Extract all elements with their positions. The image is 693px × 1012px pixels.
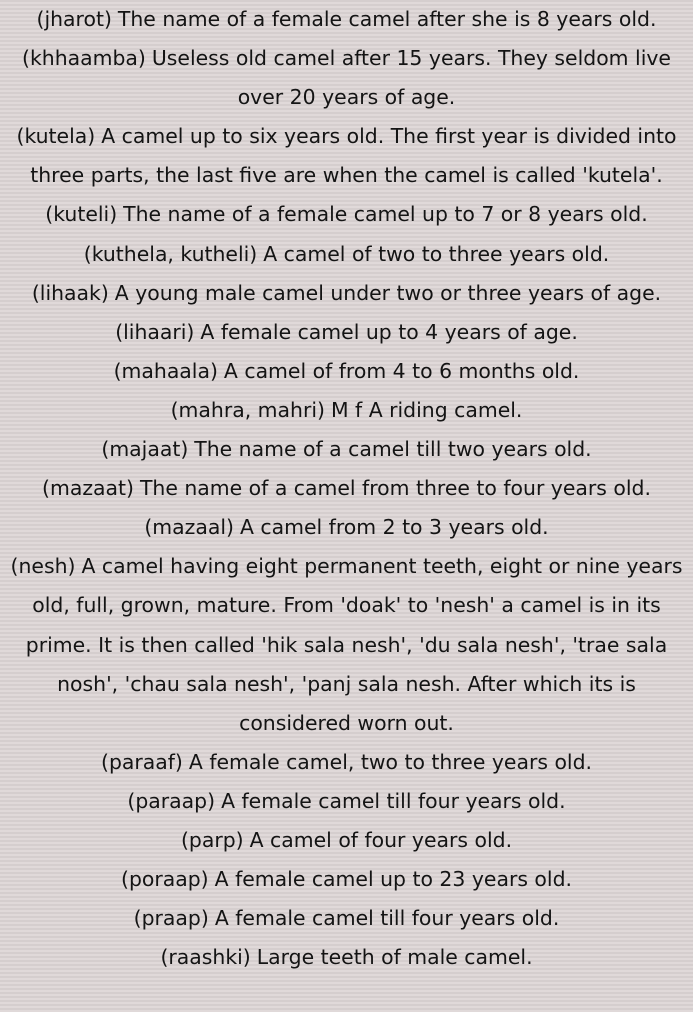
entry-nesh	[0, 547, 693, 742]
entry-definition: Large teeth of male camel.	[256, 945, 533, 970]
entry-term: (paraap)	[127, 788, 216, 813]
entry-paraaf	[0, 743, 693, 782]
entry-term: (lihaak)	[31, 280, 109, 305]
entry-term: (praap)	[133, 906, 209, 931]
entry-jharot	[0, 0, 693, 39]
entry-definition: The name of a female camel up to 7 or 8 years old.	[123, 202, 648, 227]
entry-definition: A camel of from 4 to 6 months old.	[223, 358, 580, 383]
entry-term: (nesh)	[10, 554, 76, 579]
entry-mazaat	[0, 469, 693, 508]
entry-definition: The name of a camel from three to four years old.	[139, 476, 651, 501]
entry-definition: M f A riding camel.	[330, 397, 523, 422]
entry-definition: A female camel up to 23 years old.	[214, 867, 572, 892]
entry-term: (mazaat)	[42, 476, 134, 501]
entry-term: (mahaala)	[113, 358, 218, 383]
entry-term: (majaat)	[101, 437, 189, 462]
entry-term: (mazaal)	[144, 515, 234, 540]
entry-mahaala	[0, 352, 693, 391]
entry-term: (khhaamba)	[22, 46, 146, 71]
entry-definition: The name of a female camel after she is 8 years old.	[117, 7, 657, 31]
entry-definition: Useless old camel after 15 years. They seldom live over 20 years of age.	[151, 46, 671, 110]
entry-term: (poraap)	[120, 867, 209, 892]
entry-definition: A camel from 2 to 3 years old.	[239, 515, 549, 540]
entry-definition: A camel having eight permanent teeth, eight or nine years old, full, grown, mature. From 'doak' to 'nesh' a camel is in its prime. It is then called 'hik sala nesh', 'du sala nesh', 'trae sala nosh', 'chau sala nesh', 'panj sala nesh. After which its is considered worn out.	[25, 554, 683, 735]
entry-definition: A camel of two to three years old.	[263, 241, 610, 266]
entry-majaat	[0, 430, 693, 469]
entry-lihaari	[0, 313, 693, 352]
entry-definition: A camel up to six years old. The first year is divided into three parts, the last five are when the camel is called 'kutela'.	[30, 124, 677, 188]
entry-term: (kutela)	[16, 124, 96, 149]
entry-kuteli	[0, 195, 693, 234]
entry-term: (kuthela, kutheli)	[83, 241, 258, 266]
entry-lihaak	[0, 274, 693, 313]
entry-definition: The name of a camel till two years old.	[194, 437, 592, 462]
entry-term: (jharot)	[36, 7, 112, 31]
entry-term: (paraaf)	[100, 749, 183, 774]
entry-definition: A female camel till four years old.	[214, 906, 560, 931]
entry-kutela	[0, 117, 693, 195]
entry-term: (mahra, mahri)	[170, 397, 325, 422]
entry-definition: A camel of four years old.	[249, 827, 513, 852]
entry-raashki	[0, 938, 693, 977]
entry-khhaamba	[0, 39, 693, 117]
entry-definition: A female camel up to 4 years of age.	[200, 319, 578, 344]
entry-term: (kuteli)	[45, 202, 118, 227]
entry-definition: A female camel till four years old.	[221, 788, 566, 813]
entry-definition: A young male camel under two or three years of age.	[114, 280, 662, 305]
entry-definition: A female camel, two to three years old.	[188, 749, 593, 774]
entry-term: (raashki)	[160, 945, 251, 970]
entry-parp	[0, 821, 693, 860]
entry-praap	[0, 899, 693, 938]
entry-term: (lihaari)	[115, 319, 195, 344]
entry-poraap	[0, 860, 693, 899]
entry-mazaal	[0, 508, 693, 547]
entry-paraap	[0, 782, 693, 821]
entry-kuthela	[0, 235, 693, 274]
entry-term: (parp)	[180, 827, 244, 852]
entry-mahra	[0, 391, 693, 430]
